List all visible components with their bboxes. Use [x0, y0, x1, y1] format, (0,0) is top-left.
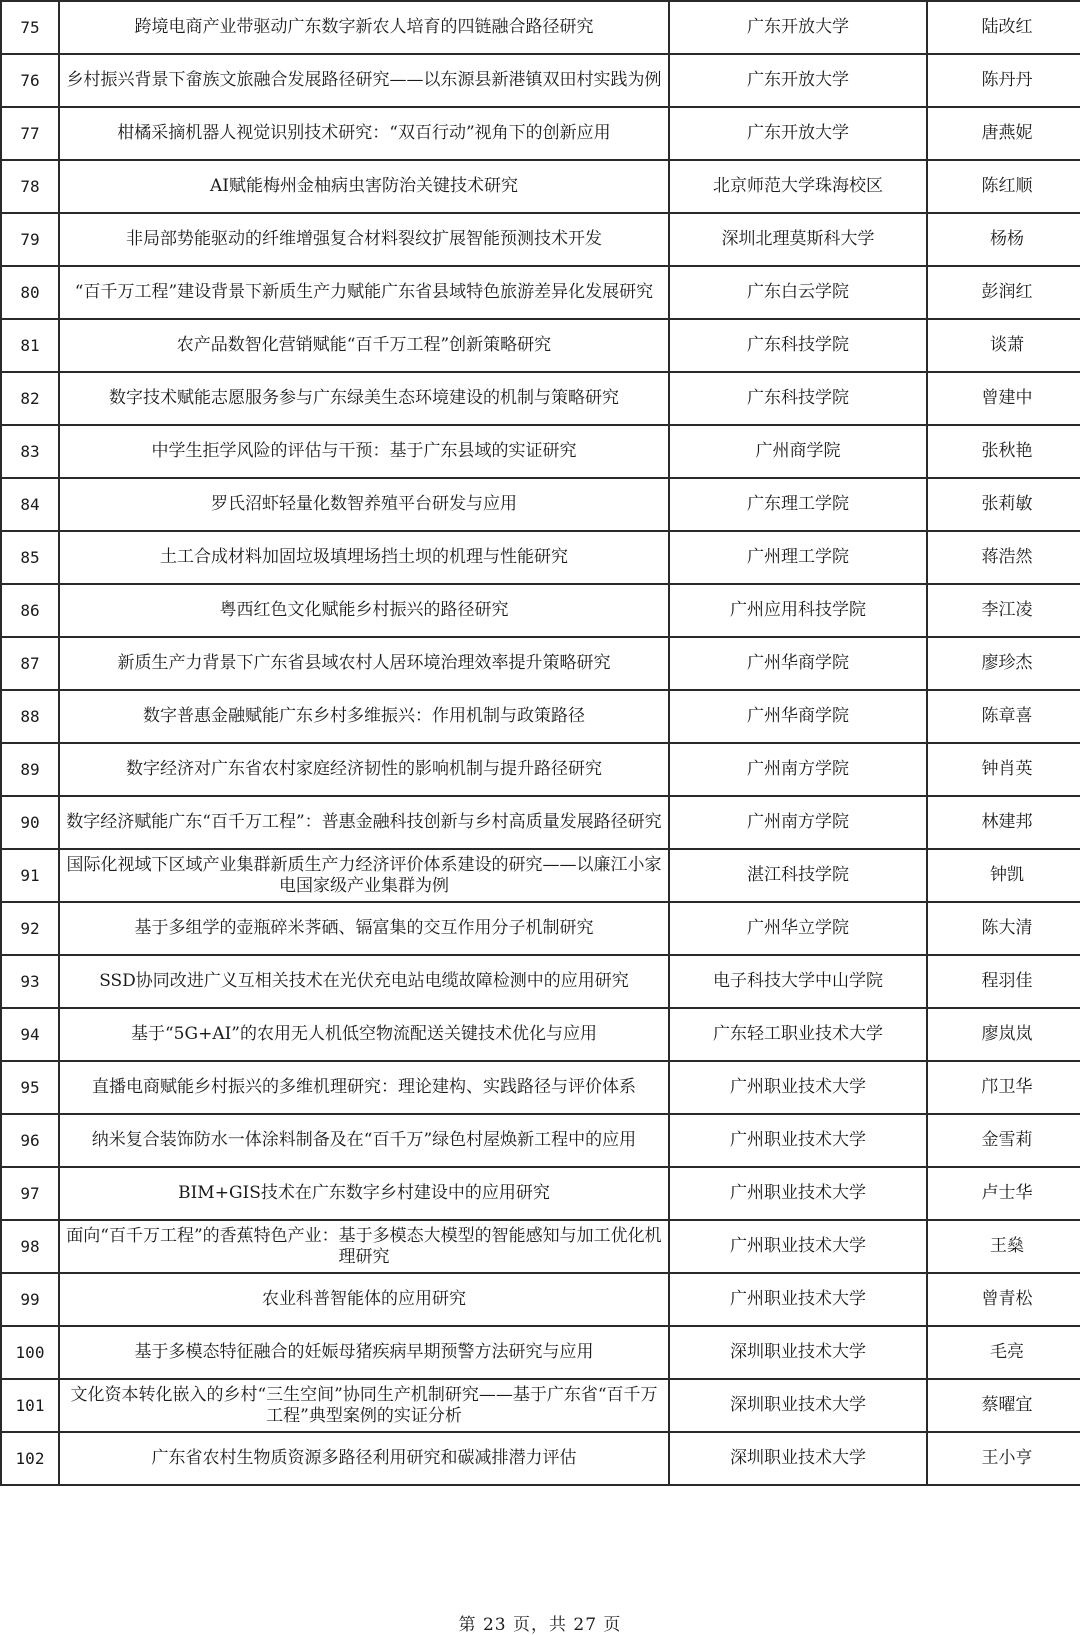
institution-cell: 北京师范大学珠海校区 — [669, 160, 927, 213]
table-row — [1, 1114, 1080, 1167]
project-title-cell: 纳米复合装饰防水一体涂料制备及在“百千万”绿色村屋焕新工程中的应用 — [59, 1114, 669, 1167]
table-row — [1, 319, 1080, 372]
table-row — [1, 266, 1080, 319]
row-number-cell: 83 — [1, 425, 59, 478]
row-number-cell: 93 — [1, 955, 59, 1008]
table-row — [1, 902, 1080, 955]
principal-cell: 彭润红 — [927, 266, 1080, 319]
table-row — [1, 796, 1080, 849]
principal-cell: 陈丹丹 — [927, 54, 1080, 107]
row-number-cell: 88 — [1, 690, 59, 743]
principal-cell: 钟凯 — [927, 849, 1080, 902]
project-title-cell: 农产品数智化营销赋能“百千万工程”创新策略研究 — [59, 319, 669, 372]
institution-cell: 深圳职业技术大学 — [669, 1379, 927, 1432]
project-title-cell: 数字普惠金融赋能广东乡村多维振兴：作用机制与政策路径 — [59, 690, 669, 743]
project-title-cell: 数字经济对广东省农村家庭经济韧性的影响机制与提升路径研究 — [59, 743, 669, 796]
institution-cell: 广州职业技术大学 — [669, 1061, 927, 1114]
principal-cell: 毛亮 — [927, 1326, 1080, 1379]
institution-cell: 深圳职业技术大学 — [669, 1326, 927, 1379]
principal-cell: 程羽佳 — [927, 955, 1080, 1008]
project-title-cell: 罗氏沼虾轻量化数智养殖平台研发与应用 — [59, 478, 669, 531]
row-number-cell: 89 — [1, 743, 59, 796]
principal-cell: 张秋艳 — [927, 425, 1080, 478]
institution-cell: 广东科技学院 — [669, 372, 927, 425]
row-number-cell: 95 — [1, 1061, 59, 1114]
page-number-footer: 第 23 页，共 27 页 — [458, 1615, 622, 1635]
project-title-cell: 直播电商赋能乡村振兴的多维机理研究：理论建构、实践路径与评价体系 — [59, 1061, 669, 1114]
table-row — [1, 1, 1080, 54]
table-row — [1, 637, 1080, 690]
principal-cell: 邝卫华 — [927, 1061, 1080, 1114]
row-number-cell: 100 — [1, 1326, 59, 1379]
principal-cell: 廖岚岚 — [927, 1008, 1080, 1061]
institution-cell: 广州华立学院 — [669, 902, 927, 955]
table-row — [1, 160, 1080, 213]
institution-cell: 广东理工学院 — [669, 478, 927, 531]
row-number-cell: 75 — [1, 1, 59, 54]
principal-cell: 金雪莉 — [927, 1114, 1080, 1167]
principal-cell: 陈红顺 — [927, 160, 1080, 213]
table-row — [1, 531, 1080, 584]
table-row — [1, 743, 1080, 796]
project-title-cell: 中学生拒学风险的评估与干预：基于广东县域的实证研究 — [59, 425, 669, 478]
principal-cell: 唐燕妮 — [927, 107, 1080, 160]
row-number-cell: 92 — [1, 902, 59, 955]
table-row — [1, 54, 1080, 107]
institution-cell: 深圳北理莫斯科大学 — [669, 213, 927, 266]
row-number-cell: 96 — [1, 1114, 59, 1167]
project-title-cell: 面向“百千万工程”的香蕉特色产业：基于多模态大模型的智能感知与加工优化机理研究 — [59, 1220, 669, 1273]
principal-cell: 卢士华 — [927, 1167, 1080, 1220]
principal-cell: 陈章喜 — [927, 690, 1080, 743]
institution-cell: 深圳职业技术大学 — [669, 1432, 927, 1485]
row-number-cell: 99 — [1, 1273, 59, 1326]
project-title-cell: 文化资本转化嵌入的乡村“三生空间”协同生产机制研究——基于广东省“百千万工程”典型案例的实证分析 — [59, 1379, 669, 1432]
table-row — [1, 107, 1080, 160]
table-row — [1, 955, 1080, 1008]
principal-cell: 林建邦 — [927, 796, 1080, 849]
institution-cell: 广州职业技术大学 — [669, 1273, 927, 1326]
institution-cell: 广州南方学院 — [669, 743, 927, 796]
institution-cell: 广州职业技术大学 — [669, 1114, 927, 1167]
table-row — [1, 1432, 1080, 1485]
principal-cell: 钟肖英 — [927, 743, 1080, 796]
row-number-cell: 78 — [1, 160, 59, 213]
principal-cell: 谈萧 — [927, 319, 1080, 372]
principal-cell: 曾建中 — [927, 372, 1080, 425]
principal-cell: 张莉敏 — [927, 478, 1080, 531]
row-number-cell: 82 — [1, 372, 59, 425]
project-title-cell: 国际化视域下区域产业集群新质生产力经济评价体系建设的研究——以廉江小家电国家级产业集群为例 — [59, 849, 669, 902]
table-row — [1, 1008, 1080, 1061]
row-number-cell: 87 — [1, 637, 59, 690]
institution-cell: 广东开放大学 — [669, 107, 927, 160]
project-title-cell: 基于多组学的壶瓶碎米荠硒、镉富集的交互作用分子机制研究 — [59, 902, 669, 955]
institution-cell: 广东开放大学 — [669, 54, 927, 107]
project-title-cell: AI赋能梅州金柚病虫害防治关键技术研究 — [59, 160, 669, 213]
institution-cell: 广州华商学院 — [669, 637, 927, 690]
row-number-cell: 79 — [1, 213, 59, 266]
table-row — [1, 1273, 1080, 1326]
table-row — [1, 584, 1080, 637]
table-row — [1, 1167, 1080, 1220]
principal-cell: 陆改红 — [927, 1, 1080, 54]
row-number-cell: 98 — [1, 1220, 59, 1273]
row-number-cell: 84 — [1, 478, 59, 531]
principal-cell: 蔡曜宜 — [927, 1379, 1080, 1432]
institution-cell: 湛江科技学院 — [669, 849, 927, 902]
institution-cell: 广州华商学院 — [669, 690, 927, 743]
row-number-cell: 102 — [1, 1432, 59, 1485]
table-row — [1, 213, 1080, 266]
project-title-cell: 数字经济赋能广东“百千万工程”：普惠金融科技创新与乡村高质量发展路径研究 — [59, 796, 669, 849]
row-number-cell: 90 — [1, 796, 59, 849]
principal-cell: 王燊 — [927, 1220, 1080, 1273]
project-title-cell: 基于多模态特征融合的妊娠母猪疾病早期预警方法研究与应用 — [59, 1326, 669, 1379]
table-row — [1, 1326, 1080, 1379]
project-title-cell: 农业科普智能体的应用研究 — [59, 1273, 669, 1326]
institution-cell: 广东科技学院 — [669, 319, 927, 372]
principal-cell: 杨杨 — [927, 213, 1080, 266]
project-title-cell: 广东省农村生物质资源多路径利用研究和碳减排潜力评估 — [59, 1432, 669, 1485]
row-number-cell: 85 — [1, 531, 59, 584]
row-number-cell: 76 — [1, 54, 59, 107]
principal-cell: 廖珍杰 — [927, 637, 1080, 690]
row-number-cell: 97 — [1, 1167, 59, 1220]
row-number-cell: 81 — [1, 319, 59, 372]
principal-cell: 曾青松 — [927, 1273, 1080, 1326]
project-title-cell: 粤西红色文化赋能乡村振兴的路径研究 — [59, 584, 669, 637]
institution-cell: 广州理工学院 — [669, 531, 927, 584]
project-title-cell: 基于“5G+AI”的农用无人机低空物流配送关键技术优化与应用 — [59, 1008, 669, 1061]
row-number-cell: 77 — [1, 107, 59, 160]
row-number-cell: 94 — [1, 1008, 59, 1061]
institution-cell: 广州职业技术大学 — [669, 1220, 927, 1273]
project-title-cell: BIM+GIS技术在广东数字乡村建设中的应用研究 — [59, 1167, 669, 1220]
table-row — [1, 425, 1080, 478]
table-row — [1, 1061, 1080, 1114]
project-title-cell: 数字技术赋能志愿服务参与广东绿美生态环境建设的机制与策略研究 — [59, 372, 669, 425]
table-row — [1, 372, 1080, 425]
row-number-cell: 80 — [1, 266, 59, 319]
principal-cell: 李江凌 — [927, 584, 1080, 637]
institution-cell: 电子科技大学中山学院 — [669, 955, 927, 1008]
project-title-cell: 非局部势能驱动的纤维增强复合材料裂纹扩展智能预测技术开发 — [59, 213, 669, 266]
project-title-cell: 跨境电商产业带驱动广东数字新农人培育的四链融合路径研究 — [59, 1, 669, 54]
institution-cell: 广州职业技术大学 — [669, 1167, 927, 1220]
table-row — [1, 1379, 1080, 1432]
table-row — [1, 849, 1080, 902]
row-number-cell: 101 — [1, 1379, 59, 1432]
table-row — [1, 478, 1080, 531]
institution-cell: 广东开放大学 — [669, 1, 927, 54]
institution-cell: 广州应用科技学院 — [669, 584, 927, 637]
institution-cell: 广东白云学院 — [669, 266, 927, 319]
project-title-cell: 新质生产力背景下广东省县域农村人居环境治理效率提升策略研究 — [59, 637, 669, 690]
row-number-cell: 86 — [1, 584, 59, 637]
institution-cell: 广州商学院 — [669, 425, 927, 478]
project-title-cell: 土工合成材料加固垃圾填埋场挡土坝的机理与性能研究 — [59, 531, 669, 584]
project-title-cell: “百千万工程”建设背景下新质生产力赋能广东省县域特色旅游差异化发展研究 — [59, 266, 669, 319]
principal-cell: 王小亨 — [927, 1432, 1080, 1485]
table-body — [1, 1, 1080, 1485]
table-row — [1, 690, 1080, 743]
row-number-cell: 91 — [1, 849, 59, 902]
institution-cell: 广州南方学院 — [669, 796, 927, 849]
project-title-cell: 乡村振兴背景下畲族文旅融合发展路径研究——以东源县新港镇双田村实践为例 — [59, 54, 669, 107]
project-title-cell: SSD协同改进广义互相关技术在光伏充电站电缆故障检测中的应用研究 — [59, 955, 669, 1008]
principal-cell: 陈大清 — [927, 902, 1080, 955]
principal-cell: 蒋浩然 — [927, 531, 1080, 584]
institution-cell: 广东轻工职业技术大学 — [669, 1008, 927, 1061]
project-title-cell: 柑橘采摘机器人视觉识别技术研究：“双百行动”视角下的创新应用 — [59, 107, 669, 160]
table-row — [1, 1220, 1080, 1273]
